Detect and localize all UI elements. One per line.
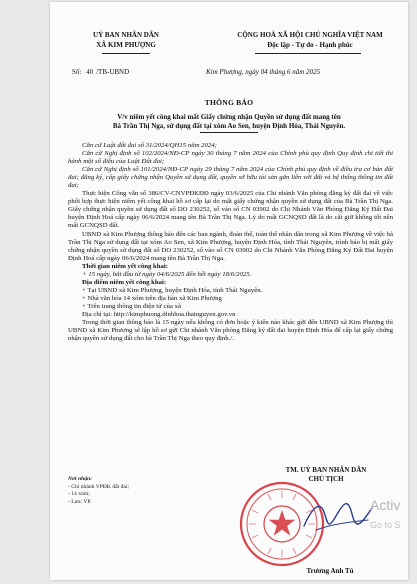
activation-watermark-title: Activ bbox=[370, 497, 401, 513]
legal-basis-1: Căn cứ Luật đất đai số 31/2024/QH15 năm 2024; bbox=[82, 142, 217, 149]
recipient-item: - 14 xóm; bbox=[68, 491, 90, 498]
agency-line-2: XÃ KIM PHƯỢNG bbox=[96, 40, 156, 49]
agency-underline bbox=[102, 53, 150, 54]
subject-line-2: Bà Trần Thị Nga, sử dụng đất tại xóm Ao Sen, huyện Định Hóa, Thái Nguyên. bbox=[112, 122, 346, 130]
subject-underline bbox=[200, 132, 258, 133]
issuing-agency bbox=[62, 31, 190, 50]
legal-basis-2: Căn cứ Nghị định số 102/2024/NĐ-CP ngày 30 tháng 7 năm 2024 của Chính phủ quy định Quy định chi tiết thi hành một số điều của Luật Đất đai; bbox=[68, 150, 393, 166]
nation-line-1: CỘNG HOÀ XÃ HỘI CHỦ NGHĨA VIỆT NAM bbox=[237, 31, 383, 39]
signing-agency: TM. UỶ BAN NHÂN DÂN bbox=[285, 466, 367, 474]
notice-paragraph: UBND xã Kim Phượng thông báo đến các ban ngành, đoàn thể, toàn thể nhân dân trong xã Kim Phượng về việc bà Trần Thị Nga sử dụng đất tại xóm Ao Sen, xã Kim Phượng, huyện Định Hóa, tỉnh Thái Nguyên, trình báo bị mất giấy chứng nhận quyền sử dụng đất số DO 230252, số vào sổ CN 03902 do Chi Nhánh Văn Phòng Đăng Ký Đất Đai huyện Định Hoá cấp ngày 06/6/2024 mang tên Bà Trần Thị Nga. bbox=[68, 230, 394, 262]
time-detail: + 15 ngày, bắt đầu từ ngày 04/6/2025 đến hết ngày 18/6/2025. bbox=[82, 270, 252, 278]
date-line: Kim Phượng, ngày 04 tháng 6 năm 2025 bbox=[206, 68, 321, 76]
signing-title: CHỦ TỊCH bbox=[308, 475, 344, 483]
document-body bbox=[68, 142, 393, 343]
signer-name: Trương Anh Tú bbox=[306, 567, 354, 575]
document-page bbox=[50, 2, 408, 580]
doc-no-value: 40 bbox=[86, 68, 94, 76]
document-number bbox=[72, 68, 132, 76]
recipients-heading: Nơi nhận: bbox=[68, 476, 92, 482]
recipients-block bbox=[68, 476, 129, 506]
closing-paragraph: Trong thời gian thông báo là 15 ngày nếu không có đơn hoặc ý kiến nào khác gửi đến UBND xã Kim Phượng thì UBND xã Kim Phượng sẽ lập hồ sơ gửi Chi nhánh Văn phòng Đăng ký đất đai huyện Định Hóa để cấp lại giấy chứng nhận quyền sử dụng đất cho bà Trần Thị Nga theo quy định./. bbox=[68, 319, 393, 343]
legal-basis-3: Căn cứ Nghị định số 101/2024/NĐ-CP ngày 29 tháng 7 năm 2024 của Chính phủ quy định về điều tra cơ bản đất đai; đăng ký, cấp giấy chứng nhận Quyền sử dụng đất, quyền sở hữu tài sản gắn liền với đất và hệ thống thông tin đất đai; bbox=[68, 166, 393, 190]
place-item-2: + Nhà văn hóa 14 xóm trên địa bàn xã Kim Phượng bbox=[82, 294, 222, 302]
website-line: Địa chỉ tại: http://kimphuong.dinhhoa.thainguyen.gov.vn bbox=[82, 310, 236, 318]
motto-underline bbox=[255, 53, 361, 54]
place-heading: Địa điểm niêm yết công khai: bbox=[82, 278, 167, 286]
activation-watermark-subtitle: Go to S bbox=[370, 520, 401, 530]
place-item-3: + Trên trang thông tin điện tử của xã bbox=[82, 302, 181, 310]
document-subject bbox=[78, 113, 380, 131]
place-item-1: + Tại UBND xã Kim Phượng, huyện Định Hóa, tỉnh Thái Nguyên. bbox=[82, 286, 263, 294]
nation-line-2: Độc lập - Tự do - Hạnh phúc bbox=[267, 40, 353, 49]
recipient-item: - Chi nhánh VPĐK đất đai; bbox=[68, 483, 129, 490]
recipient-item: - Lưu: VP. bbox=[68, 498, 92, 505]
national-motto bbox=[216, 31, 404, 50]
subject-line-1: V/v niêm yết công khai mất Giấy chứng nhận Quyền sử dụng đất mang tên bbox=[117, 113, 341, 121]
legal-basis-4: Thực hiện Công văn số 386/CV-CNVPĐKĐĐ ngày 03/6/2025 của Chi nhánh Văn phòng đăng ký đất đai về việc phối hợp thực hiện niêm yết công khai hồ sơ cấp lại do mất giấy chứng nhận quyền sử dụng đất của Bà Trần Thị Nga. Giấy chứng nhận quyền sử dụng đất số DO 230252, số vào sổ CN 03902 do Chi Nhánh Văn Phòng Đăng Ký Đất Đai huyện Định Hoá cấp ngày 06/6/2024 mang tên Bà Trần Thị Nga. Lý do mất GCNQSD đất là do cất giữ không tốt nên mất GCNQSD đất. bbox=[68, 190, 393, 230]
handwritten-signature-icon bbox=[298, 490, 378, 540]
doc-no-suffix: /TB-UBND bbox=[96, 68, 130, 76]
agency-line-1: UỶ BAN NHÂN DÂN bbox=[93, 31, 159, 39]
document-title: THÔNG BÁO bbox=[204, 98, 254, 107]
doc-no-label: Số: bbox=[72, 68, 82, 76]
time-heading: Thời gian niêm yết công khai: bbox=[82, 262, 169, 270]
